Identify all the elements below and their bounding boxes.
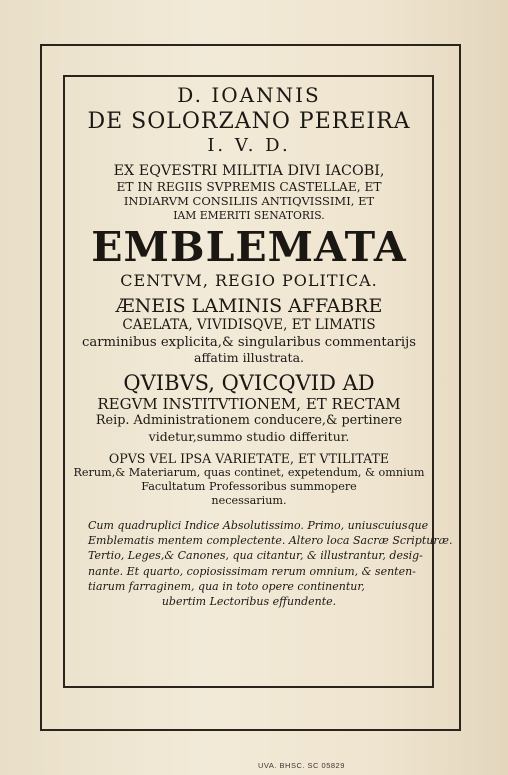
index-line: ubertim Lectoribus effundente. (161, 594, 337, 608)
index-line: nante. Et quarto, copiosissimam rerum omnium, & senten- (88, 564, 416, 578)
purpose-line: videtur,summo studio differitur. (148, 428, 350, 444)
author-line: D. IOANNIS (177, 83, 321, 107)
description-line: affatim illustrata. (194, 350, 304, 366)
subtitle: CENTVM, REGIO POLITICA. (120, 271, 378, 291)
work-line: Facultatum Professoribus summopere (141, 480, 357, 494)
credential-line: EX EQVESTRI MILITIA DIVI IACOBI, (113, 162, 385, 179)
index-line: Cum quadruplici Indice Absolutissimo. Primo, uniuscuiusque (88, 518, 429, 532)
credential-line: ET IN REGIIS SVPREMIS CASTELLAE, ET (116, 180, 382, 195)
author-name: DE SOLORZANO PEREIRA (87, 109, 411, 134)
index-line: Emblematis mentem complectente. Altero loca Sacræ Scripturæ. (88, 534, 453, 548)
description-line: carminibus explicita,& singularibus commentarijs (82, 334, 416, 350)
description-line: ÆNEIS LAMINIS AFFABRE (115, 294, 383, 317)
purpose-line: REGVM INSTITVTIONEM, ET RECTAM (97, 394, 401, 413)
index-description (70, 518, 453, 609)
work-line: Rerum,& Materiarum, quas continet, expetendum, & omnium (73, 466, 425, 480)
index-line: Tertio, Leges,& Canones, qua citantur, & illustrantur, desig- (88, 549, 423, 563)
description-line: CAELATA, VIVIDISQVE, ET LIMATIS (122, 317, 376, 334)
work-line: necessarium. (211, 494, 287, 508)
work-line: OPVS VEL IPSA VARIETATE, ET VTILITATE (108, 450, 390, 466)
title-page-text (70, 83, 453, 609)
purpose-line: QVIBVS, QVICQVID AD (123, 371, 375, 396)
author-degree: I. V. D. (207, 135, 291, 157)
purpose-line: Reip. Administrationem conducere,& pertinere (95, 412, 403, 428)
index-line: tiarum farraginem, qua in toto opere continentur, (88, 579, 365, 593)
credential-line: IAM EMERITI SENATORIS. (173, 208, 325, 222)
main-title: EMBLEMATA (91, 223, 407, 272)
credential-line: INDIARVM CONSILIIS ANTIQVISSIMI, ET (123, 194, 375, 209)
library-shelfmark: UVA. BHSC. SC 05829 (258, 761, 345, 770)
